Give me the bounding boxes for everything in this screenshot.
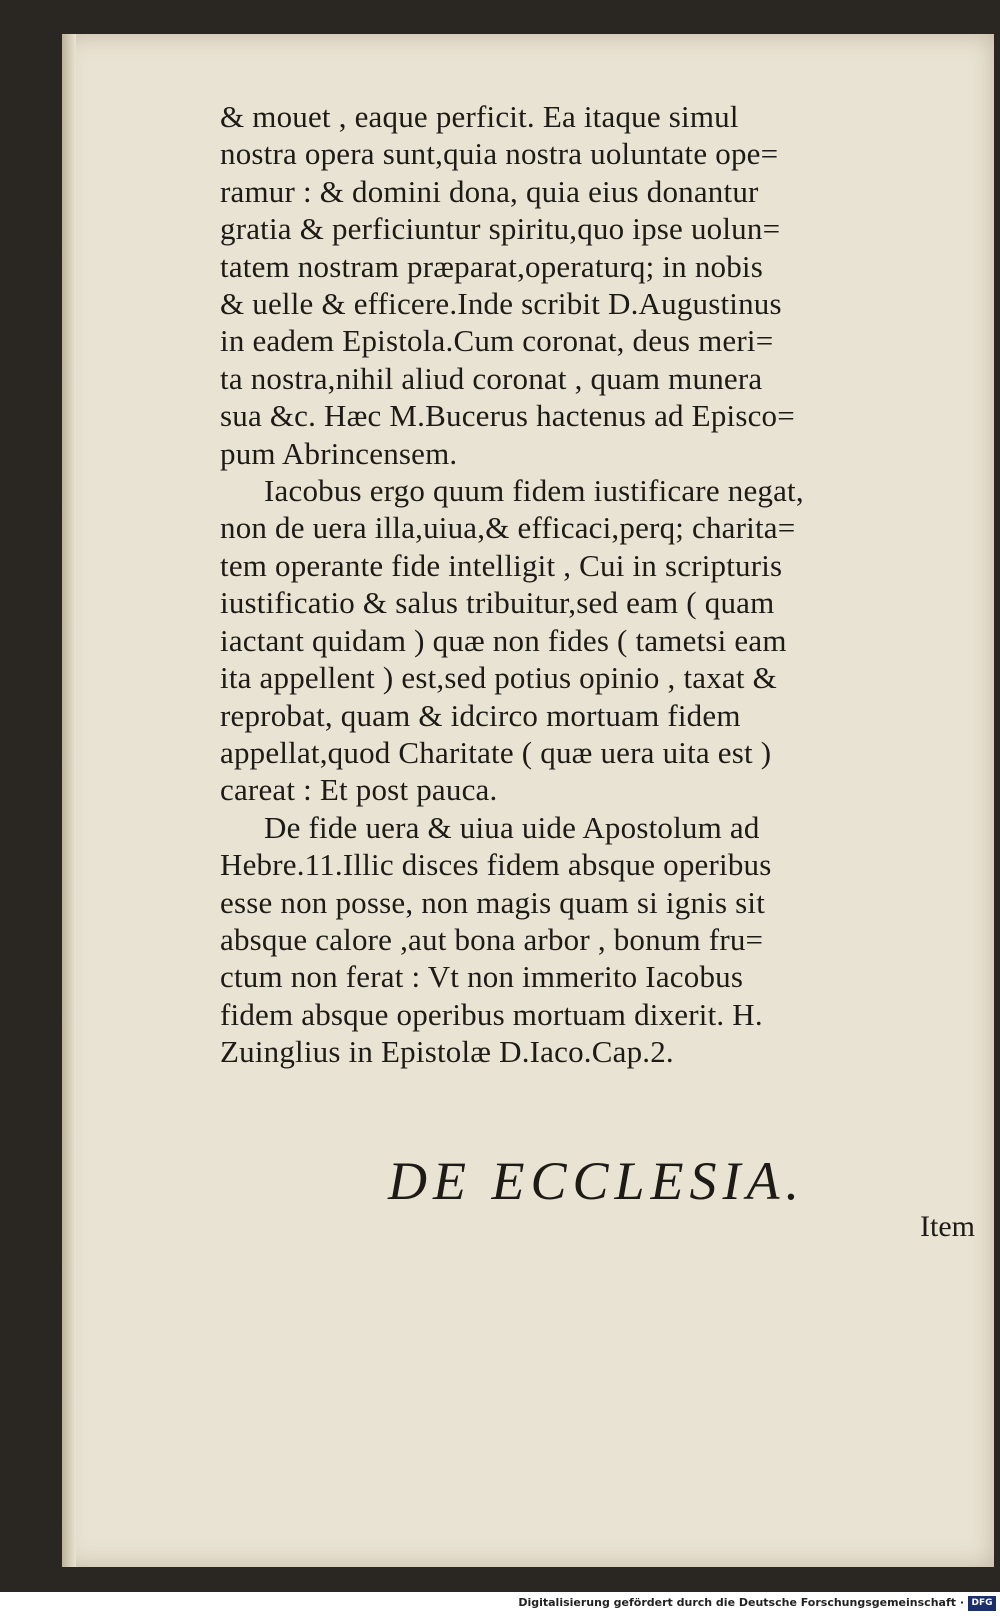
section-heading: DE ECCLESIA. [388,1151,805,1211]
dfg-logo-icon: DFG [968,1596,996,1611]
text-line: tem operante fide intelligit , Cui in scripturis [220,547,783,583]
text-line: tatem nostram præparat,operaturq; in nobis [220,248,764,284]
body-text [220,98,910,1071]
text-line: Iacobus ergo quum fidem iustificare negat, [264,473,804,509]
text-line: fidem absque operibus mortuam dixerit. H. [220,996,763,1032]
text-line: iustificatio & salus tribuitur,sed eam ( quam [220,585,775,621]
text-line: ramur : & domini dona, quia eius donantur [220,173,759,209]
text-line: reprobat, quam & idcirco mortuam fidem [220,697,741,733]
text-line: iactant quidam ) quæ non fides ( tametsi eam [220,622,787,658]
text-line: ita appellent ) est,sed potius opinio , taxat & [220,660,777,696]
text-line: sua &c. Hæc M.Bucerus hactenus ad Episco= [220,398,795,434]
catchword: Item [920,1210,975,1243]
text-line: in eadem Epistola.Cum coronat, deus meri= [220,323,774,359]
text-line: & mouet , eaque perficit. Ea itaque simul [220,99,739,134]
text-line: De fide uera & uiua uide Apostolum ad [264,809,760,845]
page-edge-shadow [62,34,76,1567]
text-line: non de uera illa,uiua,& efficaci,perq; charita= [220,510,796,546]
text-line: pum Abrincensem. [220,435,458,471]
text-line: gratia & perficiuntur spiritu,quo ipse uolun= [220,211,781,247]
text-line: appellat,quod Charitate ( quæ uera uita est ) [220,734,772,770]
text-line: esse non posse, non magis quam si ignis sit [220,884,766,920]
text-line: absque calore ,aut bona arbor , bonum fru= [220,921,764,957]
text-line: & uelle & efficere.Inde scribit D.Augustinus [220,286,782,322]
text-line: ctum non ferat : Vt non immerito Iacobus [220,959,744,995]
text-line: nostra opera sunt,quia nostra uoluntate ope= [220,136,779,172]
text-line: careat : Et post pauca. [220,772,498,808]
footer-bar [0,1592,1000,1617]
text-line: Zuinglius in Epistolæ D.Iaco.Cap.2. [220,1034,674,1070]
text-line: Hebre.11.Illic disces fidem absque operibus [220,847,772,883]
text-line: ta nostra,nihil aliud coronat , quam munera [220,360,763,396]
footer-credit: Digitalisierung gefördert durch die Deutsche Forschungsgemeinschaft · [518,1596,964,1609]
